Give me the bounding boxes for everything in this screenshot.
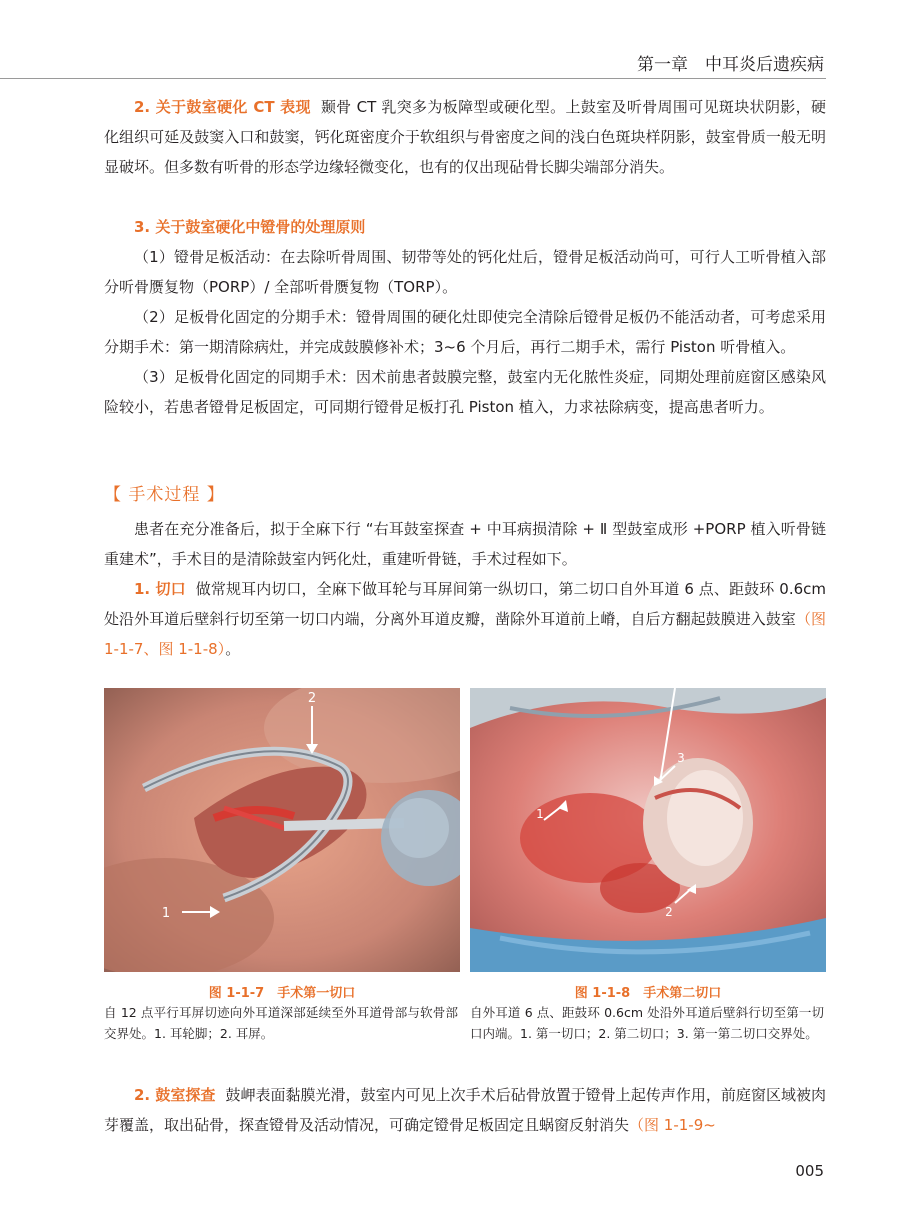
surgical-photo <box>470 688 826 972</box>
figure-1-1-7-photo <box>104 688 460 972</box>
chapter-title: 第一章 中耳炎后遗疾病 <box>637 55 824 75</box>
paragraph-heading-line <box>104 212 826 242</box>
page-number: 005 <box>795 1162 824 1180</box>
list-item: （3）足板骨化固定的同期手术：因术前患者鼓膜完整，鼓室内无化脓性炎症，同期处理前庭窗区感染风险较小，若患者镫骨足板固定，可同期行镫骨足板打孔 Piston 植入，力求祛除病变，提高患者听力。 <box>104 368 826 416</box>
step-heading: 2. 鼓室探查 <box>134 1086 216 1104</box>
figure-reference-link[interactable]: （图 1-1-7、图 1-1-8） <box>104 610 826 658</box>
list-item: （2）足板骨化固定的分期手术：镫骨周围的硬化灶即使完全清除后镫骨足板仍不能活动者，可考虑采用分期手术：第一期清除病灶，并完成鼓膜修补术；3~6 个月后，再行二期手术，需行 Piston 听骨植入。 <box>104 308 826 356</box>
step-heading: 1. 切口 <box>134 580 186 598</box>
list-item: （1）镫骨足板活动：在去除听骨周围、韧带等处的钙化灶后，镫骨足板活动尚可，可行人工听骨植入部分听骨赝复物（PORP）/ 全部听骨赝复物（TORP）。 <box>104 248 826 296</box>
step-text: 鼓岬表面黏膜光滑，鼓室内可见上次手术后砧骨放置于镫骨上起传声作用，前庭窗区域被肉芽覆盖，取出砧骨，探查镫骨及活动情况，可确定镫骨足板固定且蜗窗反射消失 <box>104 1086 826 1134</box>
figure-reference-link[interactable]: （图 1-1-9~ <box>629 1116 716 1134</box>
step-exploration <box>104 1080 826 1140</box>
paragraph-heading: 2. 关于鼓室硬化 CT 表现 <box>134 98 311 116</box>
photo-label: 3 <box>677 751 685 765</box>
figure-title: 图 1-1-8 手术第二切口 <box>574 986 722 1001</box>
punctuation: 。 <box>225 640 241 658</box>
figure-title: 图 1-1-7 手术第一切口 <box>208 986 356 1001</box>
surgical-photo <box>104 688 460 972</box>
photo-label: 2 <box>307 691 317 706</box>
figure-caption: 自 12 点平行耳屏切迹向外耳道深部延续至外耳道骨部与软骨部交界处。1. 耳轮脚；2. 耳屏。 <box>104 1005 458 1041</box>
figure-caption: 自外耳道 6 点、距鼓环 0.6cm 处沿外耳道后壁斜行切至第一切口内端。1. 第一切口；2. 第二切口；3. 第一第二切口交界处。 <box>470 1005 824 1041</box>
stapes-principles-section <box>104 212 826 422</box>
figure-1-1-8-photo <box>470 688 826 972</box>
paragraph-text: 颞骨 CT 乳突多为板障型或硬化型。上鼓室及听骨周围可见斑块状阴影，硬化组织可延及鼓窦入口和鼓窦，钙化斑密度介于软组织与骨密度之间的浅白色斑块样阴影，鼓室骨质一般无明显破坏。但多数有听骨的形态学边缘轻微变化，也有的仅出现砧骨长脚尖端部分消失。 <box>104 98 826 176</box>
photo-label: 1 <box>161 906 171 921</box>
exploration-section <box>104 1080 826 1140</box>
step-incision <box>104 574 826 664</box>
step-text: 做常规耳内切口，全麻下做耳轮与耳屏间第一纵切口，第二切口自外耳道 6 点、距鼓环 0.6cm 处沿外耳道后壁斜行切至第一切口内端，分离外耳道皮瓣，凿除外耳道前上嵴，自后方翻起鼓膜进入鼓室 <box>104 580 826 628</box>
paragraph-heading: 3. 关于鼓室硬化中镫骨的处理原则 <box>134 218 366 236</box>
paragraph <box>104 92 826 182</box>
section-title: 【 手术过程 】 <box>104 485 225 505</box>
ct-findings-section <box>104 92 826 182</box>
intro-paragraph: 患者在充分准备后，拟于全麻下行 “右耳鼓室探查 + 中耳病损清除 + Ⅱ 型鼓室成形 +PORP 植入听骨链重建术”，手术目的是清除鼓室内钙化灶，重建听骨链，手术过程如下。 <box>104 520 826 568</box>
procedure-section <box>104 514 826 664</box>
photo-label: 1 <box>536 807 544 821</box>
photo-label: 2 <box>665 905 673 919</box>
header-rule <box>0 78 826 79</box>
